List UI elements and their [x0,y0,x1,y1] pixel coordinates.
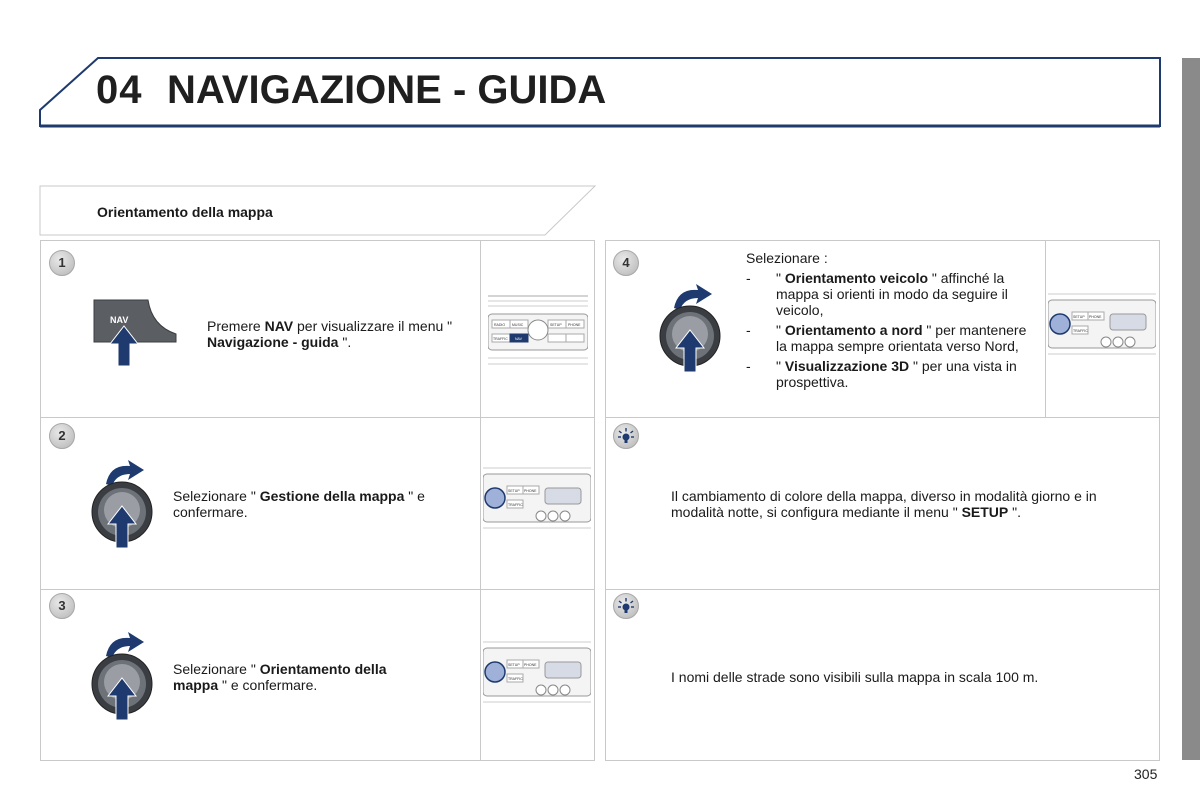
radio-panel-illustration-3 [483,640,591,706]
side-tab [1182,58,1200,760]
radio-panel-illustration-4 [1048,292,1156,358]
step-4-text [746,250,1041,394]
svg-text:TRAFFIC: TRAFFIC [508,503,523,507]
step-badge-3: 3 [49,593,75,619]
chapter-title: NAVIGAZIONE - GUIDA [167,68,607,112]
svg-text:PHONE: PHONE [524,663,537,667]
step-4-intro: Selezionare : [746,250,828,266]
step-1-text: Premere NAV per visualizzare il menu " Navigazione - guida ". [207,318,453,350]
step-2-text: Selezionare " Gestione della mappa " e confermare. [173,488,425,520]
option-3d-view: - " Visualizzazione 3D " per una vista in prospettiva. [746,358,1017,390]
chapter-number: 04 [96,68,143,112]
option-vehicle-orientation: - " Orientamento veicolo " affinché la mappa si orienti in modo da seguire il veicolo, [746,270,1008,318]
page-number: 305 [1134,766,1158,782]
panel-divider [480,240,481,418]
section-title: Orientamento della mappa [97,204,273,220]
svg-text:PHONE: PHONE [524,489,537,493]
rotary-knob-illustration-2 [88,456,168,552]
svg-text:MUSIC: MUSIC [512,323,524,327]
svg-text:RADIO: RADIO [494,323,506,327]
svg-text:PHONE: PHONE [568,323,581,327]
step-3-text: Selezionare " Orientamento della mappa " e confermare. [173,661,387,693]
nav-button-illustration [90,296,182,368]
rotary-knob-illustration-3 [88,628,168,724]
lightbulb-icon [613,593,639,619]
svg-text:TRAFFIC: TRAFFIC [493,337,508,341]
radio-panel-illustration-2 [483,466,591,532]
panel-divider [480,589,481,761]
panel-divider [1045,240,1046,418]
step-badge-1: 1 [49,250,75,276]
radio-panel-illustration-1 [488,292,588,370]
lightbulb-icon [613,423,639,449]
svg-text:NAV: NAV [515,337,522,341]
orientation-options-list [746,270,1041,390]
step-badge-4: 4 [613,250,639,276]
svg-text:SETUP: SETUP [1073,315,1085,319]
step-badge-2: 2 [49,423,75,449]
nav-button-label: NAV [110,315,129,325]
svg-text:TRAFFIC: TRAFFIC [1073,329,1088,333]
svg-text:SETUP: SETUP [508,663,520,667]
svg-text:SETUP: SETUP [550,323,562,327]
option-north-orientation: - " Orientamento a nord " per mantenere la mappa sempre orientata verso Nord, [746,322,1027,354]
svg-text:PHONE: PHONE [1089,315,1102,319]
rotary-knob-illustration-4 [656,280,736,376]
svg-text:TRAFFIC: TRAFFIC [508,677,523,681]
panel-divider [480,417,481,590]
tip-2-text: I nomi delle strade sono visibili sulla mappa in scala 100 m. [671,669,1039,685]
tip-1-text: Il cambiamento di colore della mappa, diverso in modalità giorno e in modalità notte, si configura mediante il menu " SETUP ". [671,488,1097,520]
svg-text:SETUP: SETUP [508,489,520,493]
section-header-frame [0,180,620,240]
